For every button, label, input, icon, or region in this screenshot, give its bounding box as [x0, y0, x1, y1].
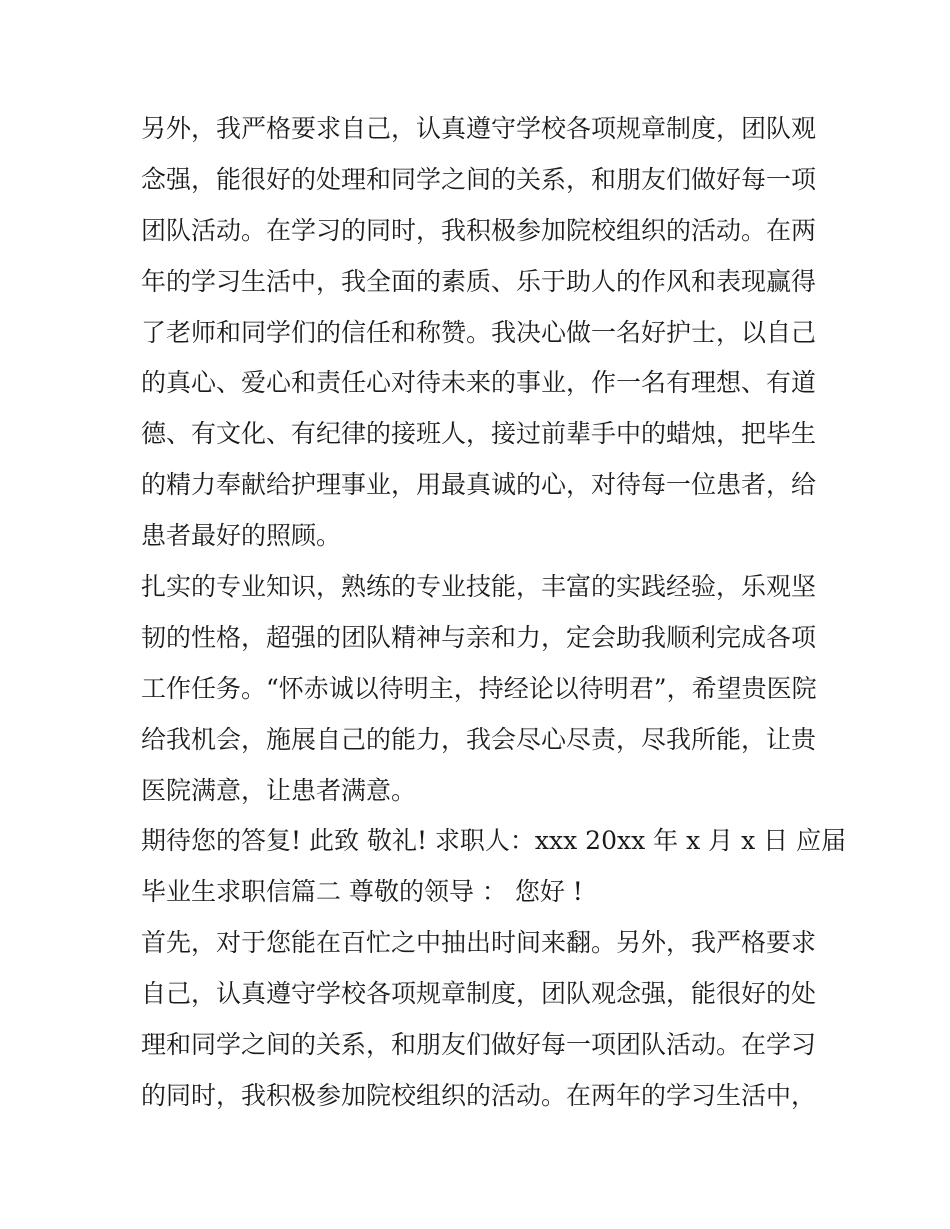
text-line: 的同时，我积极参加院校组织的活动。在两年的学习生活中，: [141, 1080, 817, 1110]
text-line: 团队活动。在学习的同时，我积极参加院校组织的活动。在两: [141, 215, 817, 245]
text-line: 德、有文化、有纪律的接班人，接过前辈手中的蜡烛，把毕生: [141, 419, 817, 449]
text-line: 另外，我严格要求自己，认真遵守学校各项规章制度，团队观: [141, 114, 817, 143]
text-line: 工作任务。“怀赤诚以待明主，持经论以待明君”，希望贵医院: [141, 673, 817, 703]
text-line: 的真心、爱心和责任心对待未来的事业，作一名有理想、有道: [141, 368, 817, 398]
text-line: 理和同学之间的关系，和朋友们做好每一项团队活动。在学习: [141, 1030, 817, 1060]
text-line: 毕业生求职信篇二 尊敬的领导 ： 您好 !: [141, 877, 583, 907]
paragraph-2: [141, 562, 817, 816]
paragraph-1: [141, 104, 817, 562]
document-page: [141, 104, 847, 1122]
text-line: 的精力奉献给护理事业，用最真诚的心，对待每一位患者，给: [141, 470, 817, 500]
text-line: 期待您的答复! 此致 敬礼! 求职人：xxx 20xx 年 x 月 x 日 应届: [141, 826, 847, 856]
text-line: 首先，对于您能在百忙之中抽出时间来翻。另外，我严格要求: [141, 928, 817, 958]
text-line: 给我机会，施展自己的能力，我会尽心尽责，尽我所能，让贵: [141, 724, 817, 754]
text-line: 扎实的专业知识，熟练的专业技能，丰富的实践经验，乐观坚: [141, 572, 817, 602]
paragraph-4: [141, 918, 817, 1122]
text-line: 医院满意，让患者满意。: [141, 775, 417, 805]
text-line: 患者最好的照顾。: [141, 521, 342, 551]
paragraph-3: [141, 816, 847, 918]
text-line: 了老师和同学们的信任和称赞。我决心做一名好护士，以自己: [141, 317, 817, 347]
text-line: 念强，能很好的处理和同学之间的关系，和朋友们做好每一项: [141, 164, 817, 194]
text-line: 自己，认真遵守学校各项规章制度，团队观念强，能很好的处: [141, 979, 817, 1009]
text-line: 韧的性格，超强的团队精神与亲和力，定会助我顺利完成各项: [141, 622, 817, 652]
text-line: 年的学习生活中，我全面的素质、乐于助人的作风和表现赢得: [141, 266, 817, 296]
